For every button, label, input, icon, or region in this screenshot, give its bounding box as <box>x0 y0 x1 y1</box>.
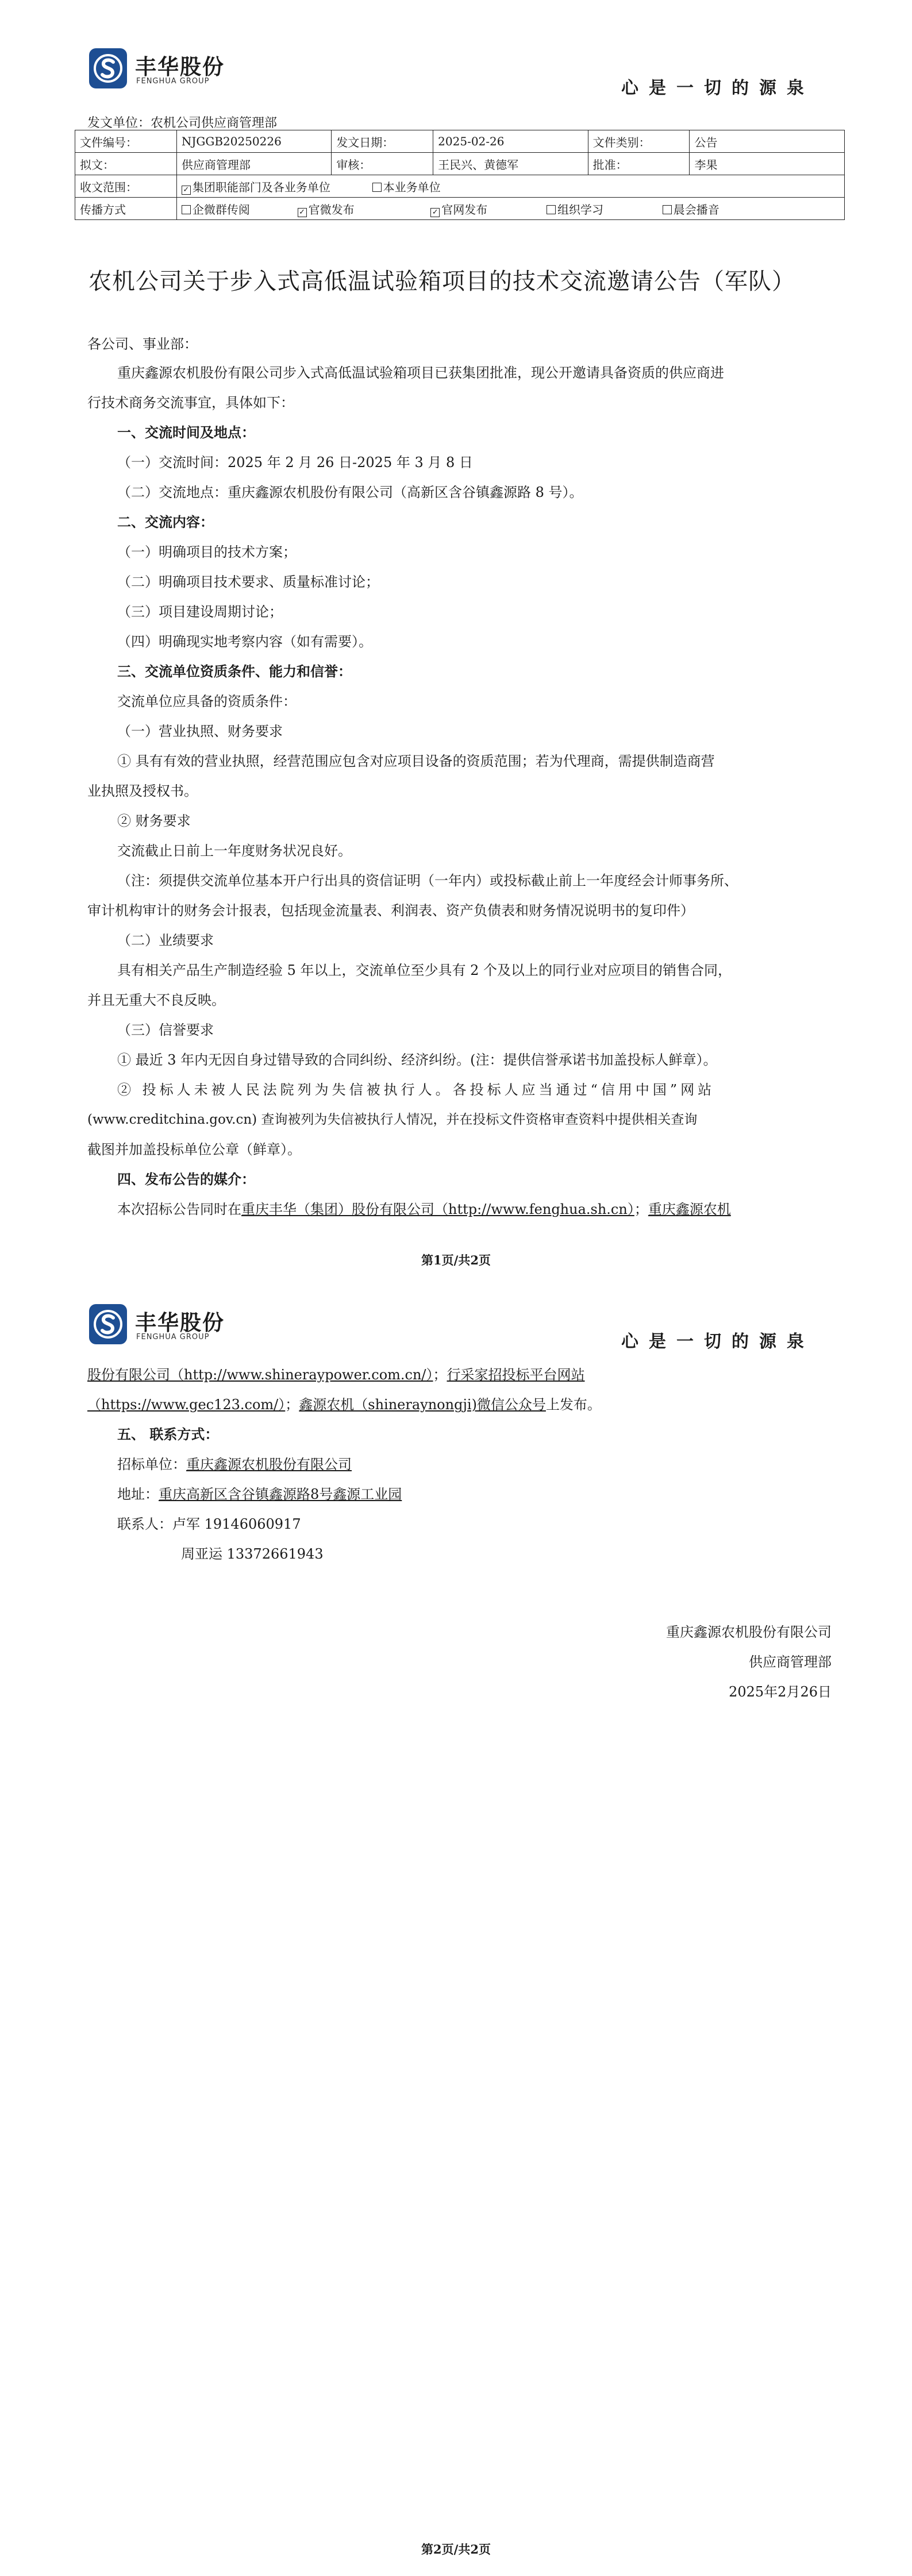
contact-unit <box>117 1456 352 1473</box>
section-3-b1-line-2: 并且无重大不良反映。 <box>87 992 225 1008</box>
meta-row <box>75 175 845 198</box>
date-label: 发文日期： <box>332 130 433 153</box>
method-3-label: 官网发布 <box>441 202 488 217</box>
date-value: 2025-02-26 <box>433 130 588 153</box>
scope-2-label: 本业务单位 <box>383 180 441 194</box>
section-2-item-c: （三）项目建设周期讨论； <box>117 604 283 620</box>
meta-row <box>75 198 845 220</box>
section-3-a1-line-1: ① 具有有效的营业执照，经营范围应包含对应项目设备的资质范围；若为代理商，需提供制造商营 <box>117 753 715 769</box>
section-3-a1-line-2: 业执照及授权书。 <box>87 783 198 799</box>
media-line-2 <box>87 1366 585 1383</box>
section-4-prefix: 本次招标公告同时在 <box>117 1201 241 1217</box>
approver-label: 批准： <box>588 153 690 175</box>
section-2-item-d: （四）明确现实地考察内容（如有需要）。 <box>117 634 372 650</box>
method-1-label: 企微群传阅 <box>192 202 250 217</box>
scope-1-label: 集团职能部门及各业务单位 <box>192 180 330 194</box>
section-3-b1-line-1: 具有相关产品生产制造经验 5 年以上，交流单位至少具有 2 个及以上的同行业对应项目的销售合同， <box>117 962 732 978</box>
meta-row <box>75 153 845 175</box>
gec-website-link[interactable]: （https://www.gec123.com/） <box>87 1397 286 1413</box>
meta-row <box>75 130 845 153</box>
section-3-note-line-2: 审计机构审计的财务会计报表，包括现金流量表、利润表、资产负债表和财务情况说明书的复印件） <box>87 903 694 919</box>
section-4-line-1 <box>117 1201 731 1218</box>
fenghua-logo-icon <box>89 1304 127 1344</box>
section-3-c2-line-1: ② 投标人未被人民法院列为失信被执行人。各投标人应当通过“信用中国”网站 <box>117 1082 715 1098</box>
signature-date: 2025年2月26日 <box>729 1684 832 1700</box>
doc-no-value: NJGGB20250226 <box>176 130 331 153</box>
gec-platform-link[interactable]: 行采家招投标平台网站 <box>447 1367 585 1383</box>
separator: ； <box>433 1367 447 1383</box>
contact-unit-value: 重庆鑫源农机股份有限公司 <box>186 1456 352 1472</box>
section-5-heading: 五、 联系方式： <box>117 1426 219 1443</box>
method-4-checkbox[interactable] <box>547 205 556 214</box>
page-footer: 第2页/共2页 <box>421 2542 491 2556</box>
section-3-heading: 三、交流单位资质条件、能力和信誉： <box>117 663 352 680</box>
section-2-item-a: （一）明确项目的技术方案； <box>117 544 297 560</box>
section-3-item-a: （一）营业执照、财务要求 <box>117 723 283 739</box>
fenghua-logo-icon <box>89 48 127 88</box>
section-3-c1: ① 最近 3 年内无因自身过错导致的合同纠纷、经济纠纷。(注：提供信誉承诺书加盖投标人鲜章）。 <box>117 1052 717 1068</box>
logo-english-name: FENGHUA GROUP <box>136 77 210 86</box>
shineray-website-link-part-2[interactable]: 股份有限公司（http://www.shineraypower.com.cn/） <box>87 1367 433 1383</box>
method-label: 传播方式 <box>75 198 177 220</box>
drafter-value: 供应商管理部 <box>176 153 331 175</box>
shineray-website-link-part-1[interactable]: 重庆鑫源农机 <box>648 1201 731 1217</box>
contact-address-label: 地址： <box>117 1486 159 1502</box>
logo-english-name: FENGHUA GROUP <box>136 1333 210 1341</box>
contact-address-value: 重庆高新区含谷镇鑫源路8号鑫源工业园 <box>159 1486 402 1502</box>
company-motto: 心是一切的源泉 <box>621 1332 814 1352</box>
method-4-label: 组织学习 <box>557 202 604 217</box>
intro-line-2: 行技术商务交流事宜，具体如下： <box>87 395 294 411</box>
doc-no-label: 文件编号： <box>75 130 177 153</box>
document-title: 农机公司关于步入式高低温试验箱项目的技术交流邀请公告（军队） <box>88 268 795 295</box>
page-footer: 第1页/共2页 <box>421 1253 491 1267</box>
signature-company: 重庆鑫源农机股份有限公司 <box>666 1624 832 1640</box>
section-2-item-b: （二）明确项目技术要求、质量标准讨论； <box>117 574 379 590</box>
contact-person-2: 周亚运 13372661943 <box>181 1546 324 1562</box>
contact-address <box>117 1486 402 1503</box>
media-line-3 <box>87 1396 601 1413</box>
section-3-c2-line-2: (www.creditchina.gov.cn) 查询被列为失信被执行人情况，并在投标文件资格审查资料中提供相关查询 <box>87 1112 698 1127</box>
method-3-checkbox-checked[interactable]: ✓ <box>430 208 440 217</box>
contact-person-1: 联系人：卢军 19146060917 <box>117 1516 301 1532</box>
scope-options <box>176 175 844 198</box>
scope-label: 收文范围： <box>75 175 177 198</box>
method-5-label: 晨会播音 <box>673 202 719 217</box>
section-3-item-c: （三）信誉要求 <box>117 1022 214 1038</box>
signature-department: 供应商管理部 <box>749 1654 832 1670</box>
method-5-checkbox[interactable] <box>663 205 672 214</box>
scope-2-checkbox[interactable] <box>372 183 382 192</box>
category-value: 公告 <box>690 130 845 153</box>
method-options <box>176 198 844 220</box>
section-2-heading: 二、交流内容： <box>117 514 214 530</box>
salutation: 各公司、事业部： <box>87 336 198 352</box>
logo-chinese-name: 丰华股份 <box>135 55 225 79</box>
section-3-a2-line-1: 交流截止日前上一年度财务状况良好。 <box>117 843 352 859</box>
company-motto: 心是一切的源泉 <box>621 78 814 98</box>
section-1-item-b: （二）交流地点：重庆鑫源农机股份有限公司（高新区含谷镇鑫源路 8 号）。 <box>117 484 583 500</box>
contact-unit-label: 招标单位： <box>117 1456 186 1472</box>
section-1-heading: 一、交流时间及地点： <box>117 424 255 441</box>
section-3-c2-line-3: 截图并加盖投标单位公章（鲜章）。 <box>87 1142 301 1158</box>
section-4-heading: 四、发布公告的媒介： <box>117 1171 255 1187</box>
logo-chinese-name: 丰华股份 <box>135 1310 225 1335</box>
separator: ； <box>634 1201 648 1217</box>
media-suffix: 上发布。 <box>545 1397 601 1413</box>
page-2 <box>0 1293 912 2576</box>
section-3-a2: ② 财务要求 <box>117 813 191 829</box>
scope-1-checkbox-checked[interactable]: ✓ <box>182 186 191 195</box>
issuer-line: 发文单位：农机公司供应商管理部 <box>87 116 278 130</box>
method-2-label: 官微发布 <box>308 202 355 217</box>
section-3-item-b: （二）业绩要求 <box>117 932 214 948</box>
category-label: 文件类别： <box>588 130 690 153</box>
section-1-item-a: （一）交流时间：2025 年 2 月 26 日-2025 年 3 月 8 日 <box>117 454 473 471</box>
method-2-checkbox-checked[interactable]: ✓ <box>298 208 307 217</box>
separator: ； <box>285 1397 299 1413</box>
reviewer-label: 审核： <box>332 153 433 175</box>
section-3-intro: 交流单位应具备的资质条件： <box>117 693 297 709</box>
section-3-note-line-1: （注：须提供交流单位基本开户行出具的资信证明（一年内）或投标截止前上一年度经会计师事务所、 <box>117 873 738 889</box>
drafter-label: 拟文： <box>75 153 177 175</box>
approver-value: 李果 <box>690 153 845 175</box>
document-meta-table <box>75 130 845 220</box>
fenghua-website-link[interactable]: 重庆丰华（集团）股份有限公司（http://www.fenghua.sh.cn） <box>241 1201 634 1217</box>
method-1-checkbox[interactable] <box>182 205 191 214</box>
reviewer-value: 王民兴、黄德军 <box>433 153 588 175</box>
wechat-account-link[interactable]: 鑫源农机（shineraynongji)微信公众号 <box>299 1397 546 1413</box>
intro-line-1: 重庆鑫源农机股份有限公司步入式高低温试验箱项目已获集团批准，现公开邀请具备资质的供应商进 <box>117 365 724 381</box>
